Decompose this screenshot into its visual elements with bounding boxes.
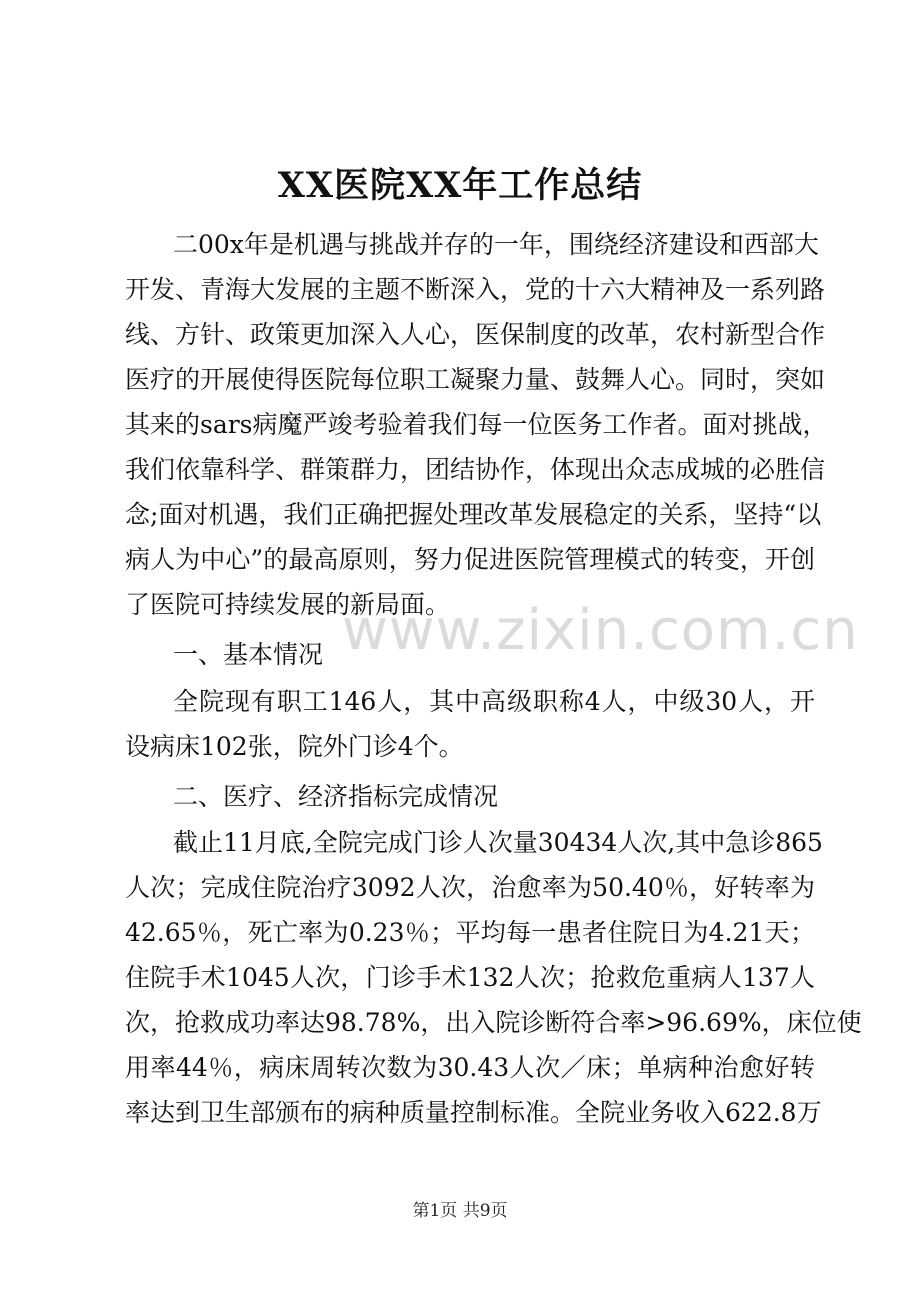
paragraph-line: 用率44％，病床周转次数为30.43人次／床；单病种治愈好转: [125, 1053, 815, 1082]
paragraph-line: 线、方针、政策更加深入人心，医保制度的改革，农村新型合作: [125, 320, 826, 349]
document-title: XX医院XX年工作总结: [277, 165, 643, 206]
watermark: www.zixin.com.cn: [342, 598, 859, 663]
section-heading: 一、基本情况: [173, 640, 324, 669]
paragraph-line: 人次；完成住院治疗3092人次，治愈率为50.40％，好转率为: [125, 873, 815, 902]
paragraph-line: 二00x年是机遇与挑战并存的一年，围绕经济建设和西部大: [173, 230, 819, 259]
page-footer: 第1页 共9页: [412, 1201, 508, 1221]
paragraph-line: 病人为中心”的最高原则，努力促进医院管理模式的转变，开创: [125, 545, 815, 574]
paragraph-line: 我们依靠科学、群策群力，团结协作，体现出众志成城的必胜信: [125, 455, 826, 484]
paragraph-line: 医疗的开展使得医院每位职工凝聚力量、鼓舞人心。同时，突如: [125, 365, 826, 394]
paragraph-line: 念;面对机遇，我们正确把握处理改革发展稳定的关系，坚持“以: [125, 500, 822, 529]
paragraph-line: 其来的sars病魔严竣考验着我们每一位医务工作者。面对挑战，: [125, 410, 828, 439]
paragraph-line: 截止11月底,全院完成门诊人次量30434人次,其中急诊865: [173, 828, 823, 857]
paragraph-line: 次，抢救成功率达98.78%，出入院诊断符合率>96.69%，床位使: [125, 1008, 862, 1037]
paragraph-line: 设病床102张，院外门诊4个。: [125, 732, 464, 761]
paragraph-line: 率达到卫生部颁布的病种质量控制标准。全院业务收入622.8万: [125, 1098, 822, 1127]
paragraph-line: 了医院可持续发展的新局面。: [125, 590, 451, 619]
section-heading: 二、医疗、经济指标完成情况: [173, 782, 499, 811]
paragraph-line: 开发、青海大发展的主题不断深入，党的十六大精神及一系列路: [125, 275, 826, 304]
paragraph-line: 42.65％，死亡率为0.23％；平均每一患者住院日为4.21天；: [125, 918, 815, 947]
paragraph-line: 全院现有职工146人，其中高级职称4人，中级30人，开: [173, 687, 815, 716]
paragraph-line: 住院手术1045人次，门诊手术132人次；抢救危重病人137人: [125, 963, 815, 992]
